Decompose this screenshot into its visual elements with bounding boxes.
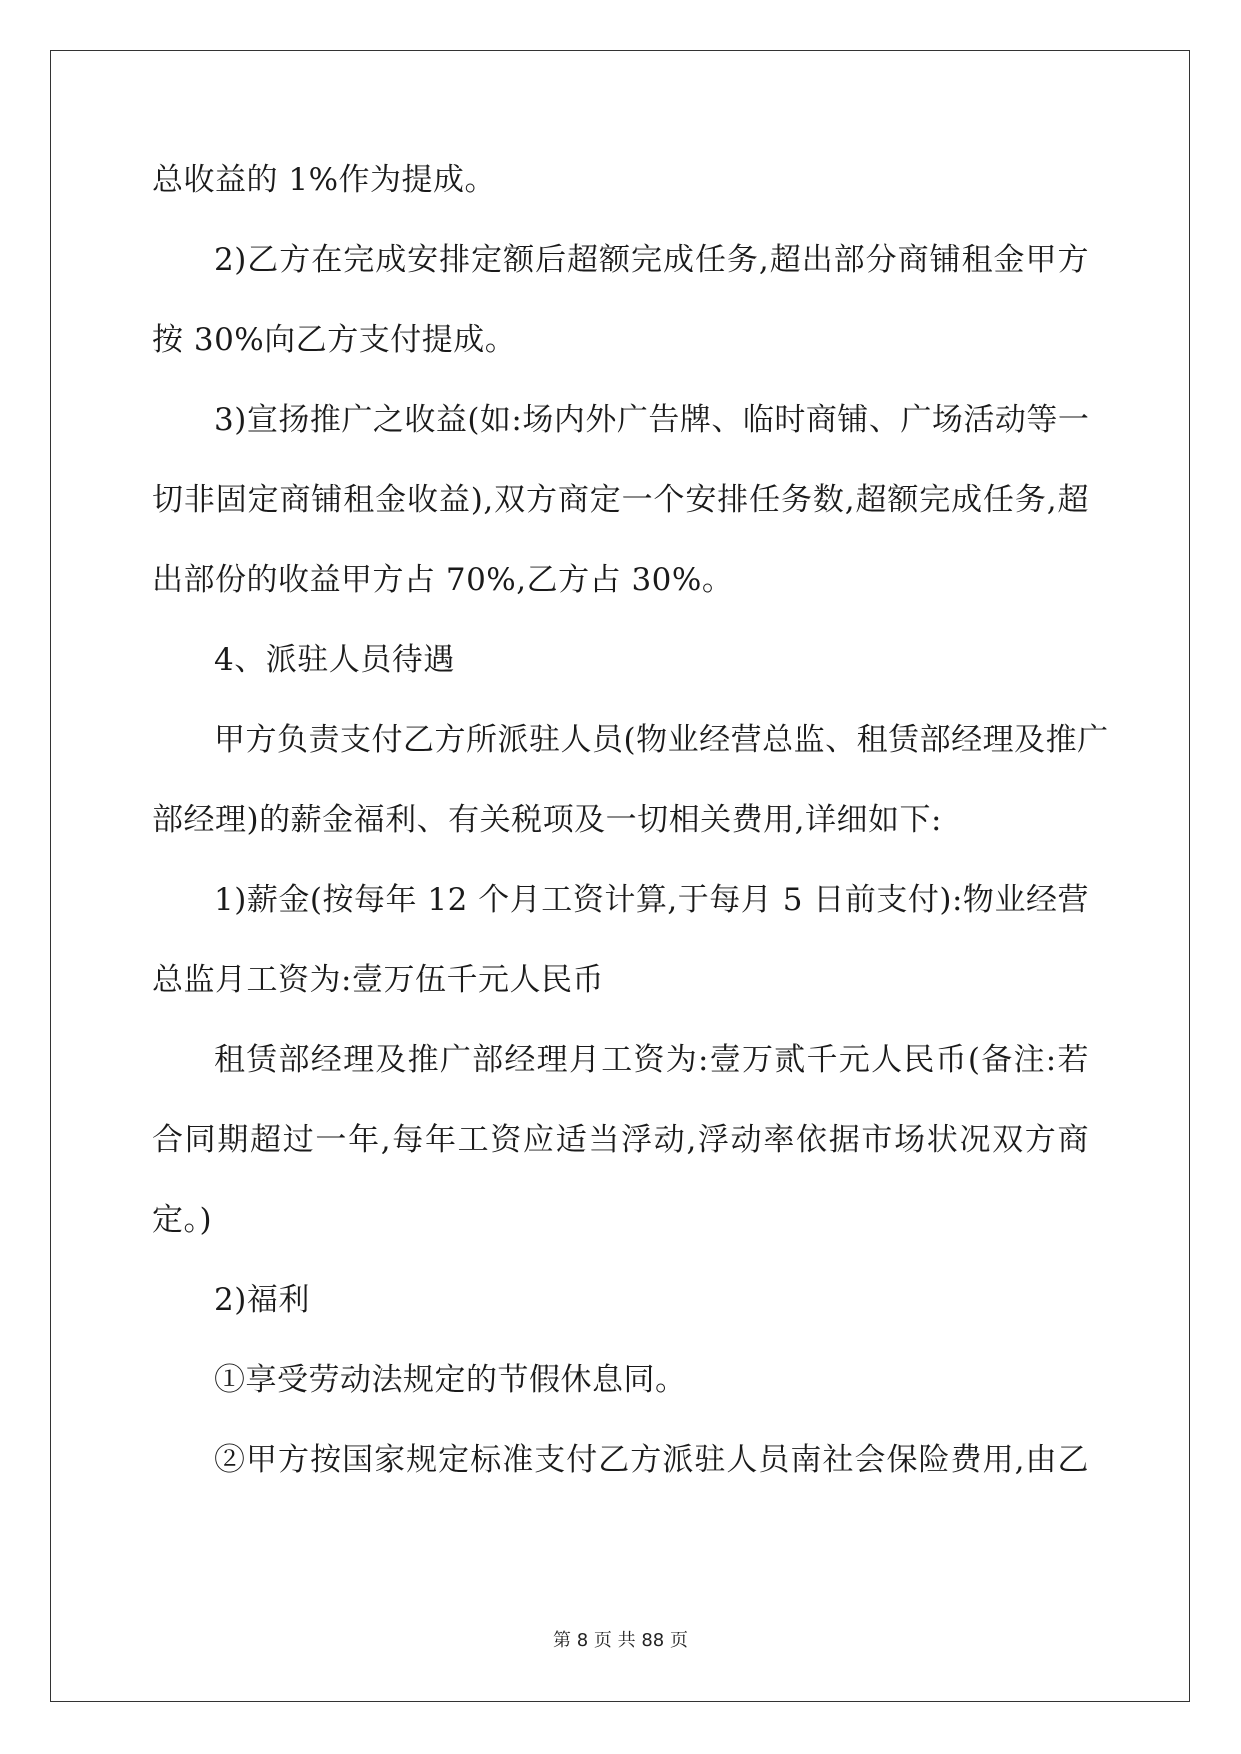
text-line: 定。)	[152, 1202, 213, 1238]
text-line: 合同期超过一年,每年工资应适当浮动,浮动率依据市场状况双方商	[152, 1122, 1089, 1158]
text-line: 2)福利	[214, 1282, 310, 1318]
text-line: ②甲方按国家规定标准支付乙方派驻人员南社会保险费用,由乙	[214, 1442, 1089, 1478]
text-line: 总收益的 1%作为提成。	[152, 162, 497, 198]
text-line: ①享受劳动法规定的节假休息同。	[214, 1362, 687, 1398]
text-line: 甲方负责支付乙方所派驻人员(物业经营总监、租赁部经理及推广	[214, 722, 1109, 758]
text-line: 租赁部经理及推广部经理月工资为:壹万贰千元人民币(备注:若	[214, 1042, 1089, 1078]
text-line: 切非固定商铺租金收益),双方商定一个安排任务数,超额完成任务,超	[152, 482, 1089, 518]
document-body	[152, 160, 1109, 1520]
text-line: 按 30%向乙方支付提成。	[152, 322, 517, 358]
text-line: 1)薪金(按每年 12 个月工资计算,于每月 5 日前支付):物业经营	[214, 882, 1089, 918]
text-line: 3)宣扬推广之收益(如:场内外广告牌、临时商铺、广场活动等一	[214, 402, 1090, 438]
text-line: 出部份的收益甲方占 70%,乙方占 30%。	[152, 562, 734, 598]
text-line: 2)乙方在完成安排定额后超额完成任务,超出部分商铺租金甲方	[214, 242, 1089, 278]
text-line: 总监月工资为:壹万伍千元人民币	[152, 962, 604, 998]
text-line: 部经理)的薪金福利、有关税项及一切相关费用,详细如下:	[152, 802, 942, 838]
section-heading: 4、派驻人员待遇	[214, 642, 455, 678]
page-number-footer: 第 8 页 共 88 页	[553, 1630, 688, 1651]
